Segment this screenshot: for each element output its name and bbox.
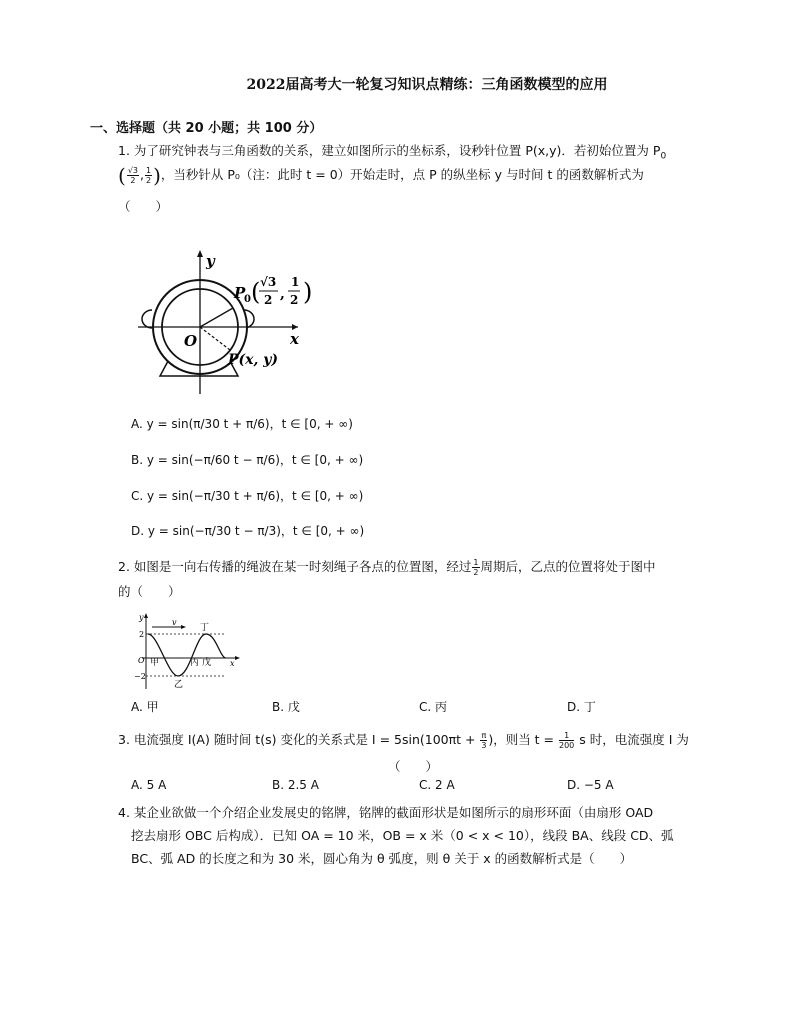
q2-line2: 的（ ） <box>118 584 181 599</box>
wave-v-label: v <box>172 618 177 627</box>
q1-option-c[interactable]: C. y = sin(−π/30 t + π/6)，t ∈ [0, + ∞) <box>131 489 364 503</box>
page-title: 2022届高考大一轮复习知识点精练：三角函数模型的应用 <box>246 77 608 93</box>
fig1-p0-sub: 0 <box>244 294 251 305</box>
q3-frac-den: 3 <box>481 741 487 750</box>
q2-option-d[interactable]: D. 丁 <box>567 700 596 714</box>
q3-line1 <box>118 731 689 750</box>
q4-line1: 4. 某企业欲做一个介绍企业发展史的铭牌，铭牌的截面形状是如图所示的扇形环面（由扇形 OAD <box>118 805 654 820</box>
q1-line1-sub: 0 <box>660 151 667 162</box>
q3-option-c[interactable]: C. 2 A <box>419 778 455 792</box>
q3-option-a[interactable]: A. 5 A <box>131 778 167 792</box>
q3-option-b[interactable]: B. 2.5 A <box>272 778 319 792</box>
fig1-lparen: ( <box>251 278 261 306</box>
wave-curve <box>148 634 226 676</box>
q3-line1-c: s 时，电流强度 I 为 <box>575 732 689 747</box>
wave-origin-label: O <box>138 656 145 665</box>
q2-wave-figure <box>134 611 244 691</box>
wave-x-label: x <box>230 659 235 668</box>
wave-two-label: 2 <box>139 630 145 639</box>
q1-line2: ( $\frac{√3}{2}$ , $\frac{1}{2}$ )，当秒针从 P₀（注：此时 t = 0）开始走时，点 P 的纵坐标 y 与时间 t 的函数解析式为 <box>118 163 644 188</box>
wave-jia-label: 甲 <box>150 658 160 668</box>
q1-frac-a-num: √3 <box>127 166 138 175</box>
q2-frac-den: 2 <box>473 568 479 577</box>
fig1-frac2-den: 2 <box>290 293 299 307</box>
q2-line1 <box>118 558 656 577</box>
q2-frac-num: 1 <box>473 558 479 567</box>
wave-y-arrow <box>144 613 148 618</box>
q2-line1-tail: 周期后，乙点的位置将处于图中 <box>480 559 656 574</box>
q1-frac-b-num: 1 <box>145 166 152 175</box>
wave-wu-label: 戊 <box>202 658 212 668</box>
q1-line2-text: ，当秒针从 P₀（注：此时 t = 0）开始走时，点 P 的纵坐标 y 与时间 t 的函数解析式为 <box>160 167 644 182</box>
wave-y-label: y <box>139 613 144 622</box>
q2-line1-text: 2. 如图是一向右传播的绳波在某一时刻绳子各点的位置图，经过 <box>118 559 472 574</box>
q1-clock-figure <box>130 246 330 396</box>
fig1-comma: , <box>280 286 285 302</box>
wave-ding-label: 丁 <box>200 623 210 633</box>
wave-bing-label: 丙 <box>190 658 200 668</box>
q3-t-num: 1 <box>559 731 574 741</box>
q3-line1-b: )，则当 t = <box>488 732 558 747</box>
q1-line1-text: 1. 为了研究钟表与三角函数的关系，建立如图所示的坐标系，设秒针位置 P(x,y)．若初始位置为 P <box>118 143 661 158</box>
q1-option-a[interactable]: A. y = sin(π/30 t + π/6)，t ∈ [0, + ∞) <box>131 417 353 431</box>
q1-frac-a-den: 2 <box>130 176 136 185</box>
q3-option-d[interactable]: D. −5 A <box>567 778 614 792</box>
wave-velocity-head <box>181 625 186 629</box>
section-heading: 一、选择题（共 20 小题；共 100 分） <box>90 121 323 136</box>
y-axis-arrow <box>197 250 203 257</box>
left-knob <box>142 310 152 328</box>
fig1-rparen: ) <box>303 278 313 306</box>
q1-blank: （ ） <box>118 199 169 214</box>
fig1-frac1-den: 2 <box>264 293 273 307</box>
fig1-frac1-num: √3 <box>260 275 277 289</box>
fig1-origin-label: O <box>184 332 198 350</box>
q3-t-den: 200 <box>558 741 575 750</box>
q2-option-a[interactable]: A. 甲 <box>131 700 159 714</box>
wave-yi-label: 乙 <box>174 680 184 690</box>
q3-line1-a: 3. 电流强度 I(A) 随时间 t(s) 变化的关系式是 I = 5sin(100πt + <box>118 732 480 747</box>
q1-frac-b-den: 2 <box>145 176 152 185</box>
fig1-y-label: y <box>206 252 215 270</box>
fig1-p0-label: P <box>234 284 246 302</box>
q2-option-c[interactable]: C. 丙 <box>419 700 448 714</box>
q2-option-b[interactable]: B. 戊 <box>272 700 300 714</box>
fig1-p-label: P(x, y) <box>228 352 279 368</box>
q3-blank: （ ） <box>388 759 439 774</box>
q4-line2: 挖去扇形 OBC 后构成）．已知 OA = 10 米，OB = x 米（0 < x < 10），线段 BA、线段 CD、弧 <box>131 828 674 843</box>
wave-x-arrow <box>235 656 240 660</box>
q1-option-b[interactable]: B. y = sin(−π/60 t − π/6)，t ∈ [0, + ∞) <box>131 453 364 467</box>
fig1-frac2-num: 1 <box>291 275 300 289</box>
wave-neg2-label: −2 <box>134 672 146 681</box>
q1-line1 <box>118 142 666 166</box>
q4-line3: BC、弧 AD 的长度之和为 30 米，圆心角为 θ 弧度，则 θ 关于 x 的函数解析式是（ ） <box>131 851 633 866</box>
fig1-x-label: x <box>290 330 299 348</box>
q1-option-d[interactable]: D. y = sin(−π/30 t − π/3)，t ∈ [0, + ∞) <box>131 524 365 538</box>
q3-frac-num: π <box>481 731 487 740</box>
